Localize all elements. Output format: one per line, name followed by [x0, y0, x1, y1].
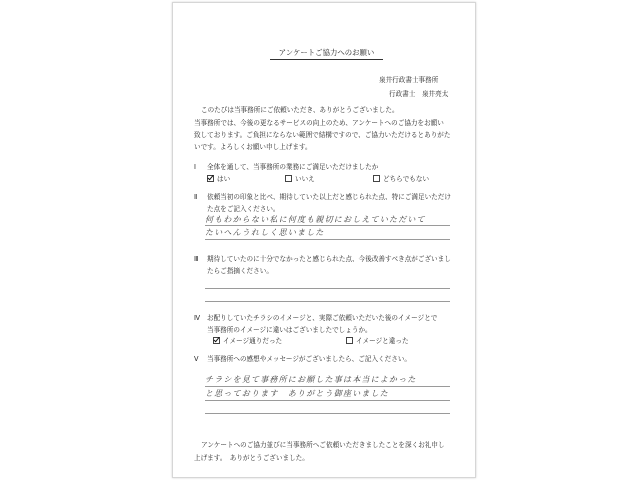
- checkbox-checked-icon[interactable]: [213, 337, 220, 344]
- q3-text-line-2: たらご指摘ください。: [207, 267, 273, 275]
- checkbox-icon[interactable]: [373, 175, 380, 182]
- answer-rule: [205, 386, 450, 387]
- q5-answer-line-2: と思っております ありがとう御座いました: [205, 389, 389, 398]
- answer-rule: [205, 225, 450, 226]
- q1-option-label: いいえ: [295, 175, 315, 183]
- q3-number: Ⅲ: [194, 255, 199, 263]
- q3-text-line-1: 期待していたのに十分でなかったと感じられた点、今後改善すべき点がございまし: [207, 255, 451, 263]
- closing-line-1: アンケートへのご協力並びに当事務所へご依頼いただきましたことを深くお礼申し: [201, 441, 445, 449]
- checkbox-icon[interactable]: [346, 337, 353, 344]
- q2-text-line-1: 依頼当初の印象と比べ、期待していた以上だと感じられた点、特にご満足いただけ: [207, 193, 451, 201]
- q4-option-label: イメージと違った: [356, 337, 409, 345]
- q2-text-line-2: た点をご記入ください。: [207, 205, 280, 213]
- q1-option-yes[interactable]: [207, 175, 230, 184]
- q1-number: Ⅰ: [194, 163, 196, 171]
- q5-text: 当事務所への感想やメッセージがございましたら、ご記入ください。: [207, 355, 412, 363]
- q4-option-different[interactable]: [346, 337, 409, 346]
- closing-line-2: 上げます。 ありがとうございました。: [194, 454, 309, 462]
- q1-text: 全体を通して、当事務所の業務にご満足いただけましたか: [207, 163, 379, 171]
- sender-name: 行政書士 泉井亮太: [389, 90, 449, 98]
- q1-option-no[interactable]: [285, 175, 315, 184]
- intro-line-2: 当事務所では、今後の更なるサービスの向上のため、アンケートへのご協力をお願い: [194, 119, 444, 127]
- q5-number: Ⅴ: [194, 355, 199, 363]
- q5-answer-line-1: チラシを見て事務所にお願した事は本当によかった: [205, 375, 417, 384]
- q1-option-label: どちらでもない: [383, 175, 430, 183]
- q4-option-same[interactable]: [213, 337, 282, 346]
- q4-number: Ⅳ: [194, 314, 201, 322]
- document-title: アンケートご協力へのお願い: [270, 47, 383, 60]
- answer-rule: [205, 400, 450, 401]
- checkbox-checked-icon[interactable]: [207, 175, 214, 182]
- intro-line-3: 致しております。ご負担にならない範囲で結構ですので、ご協力いただけるとありがた: [194, 131, 451, 139]
- questionnaire-page: [172, 2, 476, 478]
- intro-line-4: いです。よろしくお願い申し上げます。: [194, 143, 312, 151]
- q2-answer-line-2: たいへんうれしく思いました: [205, 228, 325, 237]
- answer-rule: [205, 239, 450, 240]
- q1-option-neutral[interactable]: [373, 175, 429, 184]
- checkbox-icon[interactable]: [285, 175, 292, 182]
- q4-option-label: イメージ通りだった: [223, 337, 283, 345]
- answer-rule[interactable]: [205, 288, 450, 289]
- answer-rule[interactable]: [205, 301, 450, 302]
- answer-rule[interactable]: [205, 413, 450, 414]
- q4-text-line-1: お配りしていたチラシのイメージと、実際ご依頼いただいた後のイメージとで: [207, 314, 438, 322]
- intro-line-1: このたびは当事務所にご依頼いただき、ありがとうございました。: [201, 106, 399, 114]
- q4-text-line-2: 当事務所のイメージに違いはございましたでしょうか。: [207, 326, 372, 334]
- q2-answer-line-1: 何もわからない私に何度も親切におしえていただいて: [205, 215, 426, 224]
- q2-number: Ⅱ: [194, 193, 198, 201]
- sender-office: 泉井行政書士事務所: [379, 76, 439, 84]
- q1-option-label: はい: [217, 175, 231, 183]
